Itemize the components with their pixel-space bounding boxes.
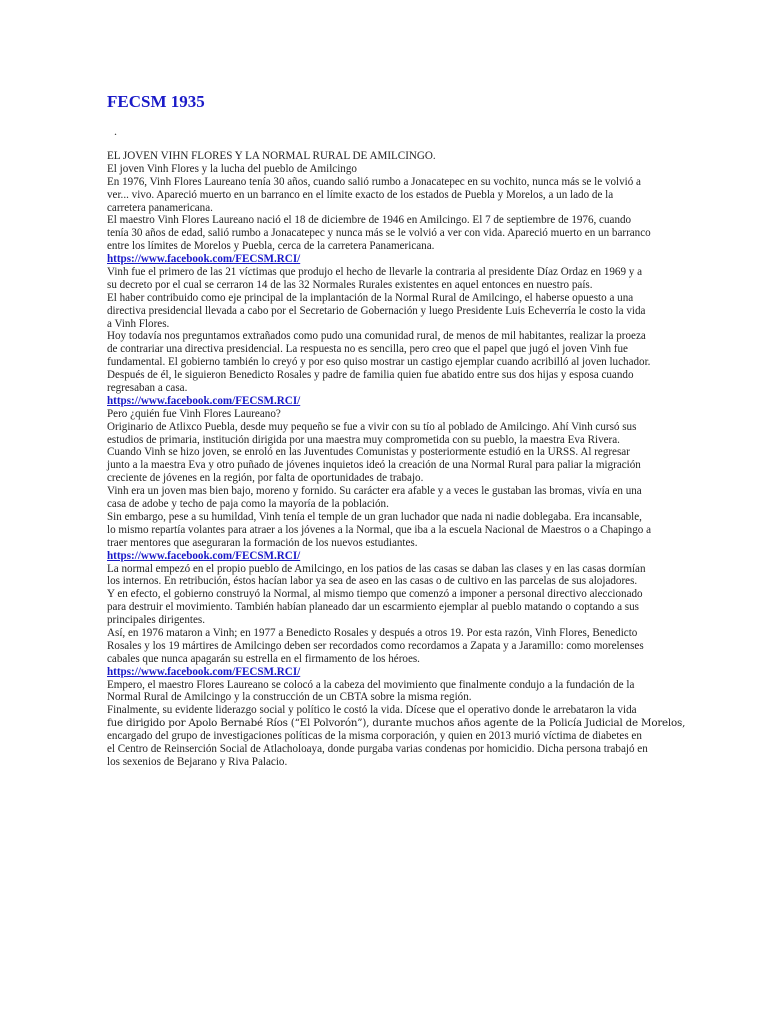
body-text-line: traer mentores que aseguraran la formación de los nuevos estudiantes. (107, 536, 418, 549)
separator-dot: . (114, 124, 117, 138)
body-text-line: a Vinh Flores. (107, 317, 170, 330)
body-text-line: Vinh fue el primero de las 21 víctimas que produjo el hecho de llevarle la contraria al presidente Díaz Ordaz en 1969 y a (107, 266, 643, 279)
facebook-link[interactable]: https://www.facebook.com/FECSM.RCI/ (107, 394, 301, 407)
body-text-line: ver... vivo. Apareció muerto en un barranco en el límite exacto de los estados de Puebla y Morelos, a un lado de la (107, 188, 614, 201)
body-text-line: Normal Rural de Amilcingo y la construcción de un CBTA sobre la misma región. (107, 691, 472, 704)
body-text-line: los internos. En retribución, éstos hacían labor ya sea de aseo en las casas o de cultivo en las parcelas de sus alojadores. (107, 575, 638, 588)
body-text-line: cabales que nunca apagarán su estrella en el firmamento de los héroes. (107, 652, 420, 665)
body-text-line: regresaban a casa. (107, 382, 188, 395)
body-text-line: principales dirigentes. (107, 614, 205, 627)
body-text-line: Empero, el maestro Flores Laureano se colocó a la cabeza del movimiento que finalmente condujo a la fundación de la (107, 678, 635, 691)
body-text-line: directiva presidencial llevada a cabo por el Secretario de Gobernación y luego Presidente Luis Echeverría le costo la vida (107, 304, 646, 317)
body-text-line: Pero ¿quién fue Vinh Flores Laureano? (107, 407, 281, 420)
body-text-line: El joven Vinh Flores y la lucha del pueblo de Amilcingo (107, 162, 357, 175)
facebook-link[interactable]: https://www.facebook.com/FECSM.RCI/ (107, 549, 301, 562)
body-text-line: Así, en 1976 mataron a Vinh; en 1977 a Benedicto Rosales y después a otros 19. Por esta razón, Vinh Flores, Benedicto (107, 626, 638, 639)
body-text-line: su decreto por el cual se cerraron 14 de las 32 Normales Rurales existentes en aquel entonces en nuestro país. (107, 278, 593, 291)
body-text-line: En 1976, Vinh Flores Laureano tenía 30 años, cuando salió rumbo a Jonacatepec en su vochito, nunca más se le volvió a (107, 175, 641, 188)
body-text-line: Hoy todavía nos preguntamos extrañados como pudo una comunidad rural, de menos de mil habitantes, realizar la proeza (107, 330, 646, 343)
page-title: FECSM 1935 (107, 92, 205, 111)
body-text-line: Y en efecto, el gobierno construyó la Normal, al mismo tiempo que comenzó a imponer a personal directivo aleccionado (107, 588, 643, 601)
article-body (107, 150, 686, 769)
facebook-link[interactable]: https://www.facebook.com/FECSM.RCI/ (107, 665, 301, 678)
body-text-line: EL JOVEN VIHN FLORES Y LA NORMAL RURAL DE AMILCINGO. (107, 150, 436, 162)
body-text-line: El maestro Vinh Flores Laureano nació el 18 de diciembre de 1946 en Amilcingo. El 7 de septiembre de 1976, cuando (107, 214, 632, 227)
body-text-line: El haber contribuido como eje principal de la implantación de la Normal Rural de Amilcingo, el haberse opuesto a una (107, 291, 634, 304)
body-text-line: Originario de Atlixco Puebla, desde muy pequeño se fue a vivir con su tío al poblado de Amilcingo. Ahí Vinh cursó sus (107, 420, 637, 433)
body-text-line: el Centro de Reinserción Social de Atlacholoaya, donde purgaba varias condenas por homicidio. Dicha persona trabajó en (107, 742, 648, 755)
body-text-line: de contrariar una directiva presidencial. La respuesta no es sencilla, pero creo que el papel que jugó el joven Vinh fue (107, 343, 628, 356)
body-text-line: junto a la maestra Eva y otro puñado de jóvenes inquietos ideó la creación de una Normal Rural para paliar la migración (107, 459, 641, 472)
body-text-line: Sin embargo, pese a su humildad, Vinh tenía el temple de un gran luchador que nada ni nadie doblegaba. Era incansable, (107, 510, 642, 523)
body-text-line: tenía 30 años de edad, salió rumbo a Jonacatepec y nunca más se le volvió a ver con vida. Apareció muerto en un barranco (107, 227, 651, 240)
body-text-line: los sexenios de Bejarano y Riva Palacio. (107, 755, 288, 768)
body-text-line: casa de adobe y techo de paja como la mayoría de la población. (107, 498, 389, 511)
body-text-line: encargado del grupo de investigaciones políticas de la misma corporación, y quien en 2013 murió víctima de diabetes en (107, 730, 642, 743)
body-text-line: carretera panamericana. (107, 201, 213, 214)
body-text-line: lo mismo repartía volantes para atraer a los jóvenes a la Normal, que iba a la escuela Nacional de Maestros o a Chapingo a (107, 523, 652, 536)
body-text-line: Vinh era un joven mas bien bajo, moreno y fornido. Su carácter era afable y a veces le gustaban las bromas, vivía en una (107, 485, 642, 498)
body-text-line: Cuando Vinh se hizo joven, se enroló en las Juventudes Comunistas y posteriormente estudió en la URSS. Al regresar (107, 446, 630, 459)
facebook-link[interactable]: https://www.facebook.com/FECSM.RCI/ (107, 253, 301, 266)
body-text-line: Rosales y los 19 mártires de Amilcingo deben ser recordados como recordamos a Zapata y a Jaramillo: como morelenses (107, 639, 644, 652)
body-text-line: estudios de primaria, institución dirigida por una maestra muy comprometida con su pueblo, la maestra Eva Rivera. (107, 433, 620, 446)
body-text-line: entre los límites de Morelos y Puebla, cerca de la carretera Panamericana. (107, 240, 435, 253)
body-text-line: fundamental. El gobierno también lo creyó y por eso quiso mostrar un castigo ejemplar cuando acribilló al joven luchador. (107, 356, 651, 369)
body-text-line: fue dirigido por Apolo Bernabé Ríos (“El Polvorón”), durante muchos años agente de la Policía Judicial de Morelos, (107, 717, 686, 730)
body-text-line: Después de él, le siguieron Benedicto Rosales y padre de familia quien fue abatido entre sus dos hijas y esposa cuando (107, 369, 634, 382)
body-text-line: La normal empezó en el propio pueblo de Amilcingo, en los patios de las casas se daban las clases y en las casas dormían (107, 562, 646, 575)
body-text-line: para destruir el movimiento. También habían planeado dar un escarmiento ejemplar al pueblo matando o coptando a sus (107, 601, 639, 614)
body-text-line: creciente de jóvenes en la región, por falta de oportunidades de trabajo. (107, 472, 424, 485)
body-text-line: Finalmente, su evidente liderazgo social y político le costó la vida. Dícese que el operativo donde le arrebataron la vida (107, 704, 637, 717)
